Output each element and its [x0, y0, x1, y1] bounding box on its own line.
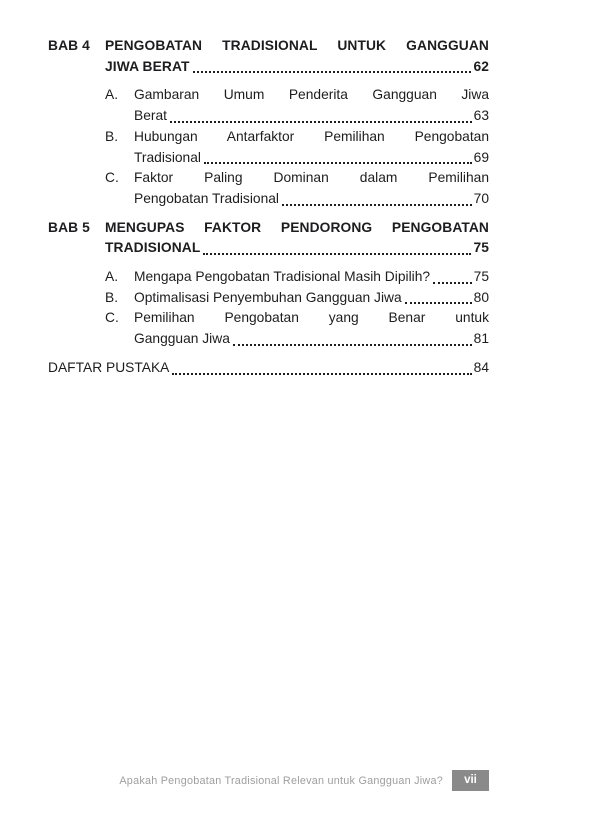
- back-matter-title: DAFTAR PUSTAKA: [48, 359, 170, 375]
- toc-item: [105, 168, 489, 209]
- item-letter: C.: [105, 310, 119, 326]
- dot-leader: [172, 373, 471, 375]
- item-letter: B.: [105, 128, 119, 144]
- chapter-title-line-2: [105, 238, 489, 259]
- item-text: Gangguan Jiwa: [134, 331, 230, 347]
- toc-item: [105, 85, 489, 126]
- item-line-1: [134, 267, 489, 288]
- dot-leader: [233, 344, 472, 346]
- item-line-2: [134, 106, 489, 127]
- item-body: [134, 168, 489, 209]
- chapter-label: BAB 4: [48, 38, 90, 53]
- dot-leader: [193, 71, 472, 73]
- item-text: Optimalisasi Penyembuhan Gangguan Jiwa: [134, 289, 402, 305]
- item-letter: B.: [105, 289, 119, 305]
- toc-item: [105, 308, 489, 349]
- footer-running-title: Apakah Pengobatan Tradisional Relevan untuk Gangguan Jiwa?: [119, 774, 443, 787]
- item-line-1: Faktor Paling Dominan dalam Pemilihan: [134, 170, 489, 186]
- item-body: [134, 85, 489, 126]
- chapter-heading: [48, 36, 489, 77]
- page-number: 75: [473, 240, 489, 256]
- toc-item: [105, 288, 489, 309]
- item-line-1: Pemilihan Pengobatan yang Benar untuk: [134, 310, 489, 326]
- chapter-section-bab5: [48, 218, 489, 350]
- item-line-2: [134, 148, 489, 169]
- item-text: Tradisional: [134, 149, 201, 165]
- toc-item: [105, 267, 489, 288]
- page-number: 75: [473, 269, 489, 285]
- page-number: 84: [473, 359, 489, 375]
- item-line-1: Gambaran Umum Penderita Gangguan Jiwa: [134, 87, 489, 103]
- dot-leader: [204, 162, 472, 164]
- chapter-title-line-1: MENGUPAS FAKTOR PENDORONG PENGOBATAN: [105, 219, 489, 235]
- page-number: 70: [473, 190, 489, 206]
- chapter-title: [105, 218, 489, 259]
- item-body: [134, 288, 489, 309]
- chapter-items: [48, 85, 489, 209]
- item-letter: A.: [105, 269, 119, 285]
- page-number: 63: [473, 108, 489, 124]
- table-of-contents: [48, 36, 489, 379]
- dot-leader: [282, 204, 472, 206]
- chapter-title-text: TRADISIONAL: [105, 240, 201, 256]
- item-line-1: [134, 288, 489, 309]
- dot-leader: [170, 121, 472, 123]
- item-line-2: [134, 189, 489, 210]
- item-letter: C.: [105, 170, 119, 186]
- item-body: [134, 308, 489, 349]
- chapter-title-line-1: PENGOBATAN TRADISIONAL UNTUK GANGGUAN: [105, 38, 489, 53]
- page-footer: [119, 770, 489, 791]
- chapter-title: [105, 36, 489, 77]
- chapter-title-line-2: [105, 57, 489, 78]
- page-number: 62: [473, 58, 489, 74]
- item-text: Pengobatan Tradisional: [134, 190, 279, 206]
- page-number: 69: [473, 149, 489, 165]
- footer-page-badge: vii: [452, 770, 489, 791]
- item-text: Berat: [134, 108, 167, 124]
- chapter-label: BAB 5: [48, 219, 90, 235]
- item-letter: A.: [105, 87, 119, 103]
- chapter-items: [48, 267, 489, 350]
- chapter-title-text: JIWA BERAT: [105, 58, 190, 74]
- item-line-1: Hubungan Antarfaktor Pemilihan Pengobatan: [134, 128, 489, 144]
- dot-leader: [405, 302, 472, 304]
- daftar-pustaka-entry: [48, 358, 489, 379]
- item-body: [134, 127, 489, 168]
- page-number: 80: [473, 289, 489, 305]
- toc-item: [105, 127, 489, 168]
- item-body: [134, 267, 489, 288]
- dot-leader: [203, 253, 471, 255]
- chapter-heading: [48, 218, 489, 259]
- item-text: Mengapa Pengobatan Tradisional Masih Dipilih?: [134, 269, 431, 285]
- page-number: 81: [473, 331, 489, 347]
- item-line-2: [134, 329, 489, 350]
- chapter-section-bab4: [48, 36, 489, 210]
- dot-leader: [433, 282, 472, 284]
